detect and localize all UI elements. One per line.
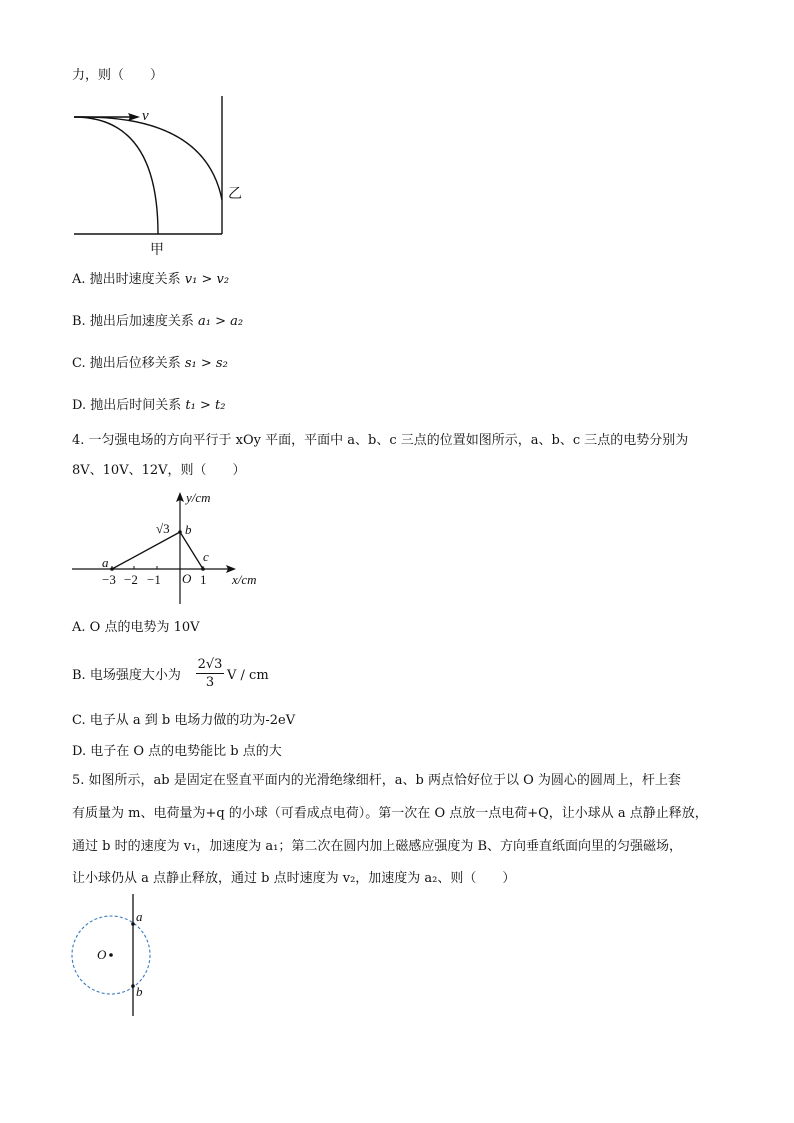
label-a: a: [102, 555, 109, 570]
label-b: b: [185, 522, 192, 537]
q5-stem-line3: 通过 b 时的速度为 v₁，加速度为 a₁；第二次在圆内加上磁感应强度为 B、方向垂直纸面向里的匀强磁场，: [72, 839, 683, 854]
tick-label-m3: −3: [102, 572, 116, 587]
segment-ab: [112, 532, 180, 569]
q3-option-d: D. 抛出后时间关系 t₁ > t₂: [72, 398, 226, 413]
q5-stem-line4: 让小球仍从 a 点静止释放，通过 b 点时速度为 v₂，加速度为 a₂、则（ ）: [72, 871, 516, 886]
q4-option-d: D. 电子在 O 点的电势能比 b 点的大: [72, 744, 282, 759]
velocity-label: v: [142, 108, 149, 124]
tick-label-m1: −1: [147, 572, 161, 587]
trajectory-jia: [74, 117, 158, 234]
q4-option-a: A. O 点的电势为 10V: [72, 620, 200, 635]
q4-stem-line2: 8V、10V、12V，则（ ）: [72, 463, 246, 478]
q4-option-b: B. 电场强度大小为: [72, 668, 181, 683]
point-b: [131, 984, 135, 988]
point-a: [131, 922, 135, 926]
fraction-denominator: 3: [205, 675, 215, 690]
label-yi: 乙: [228, 187, 242, 202]
q4-stem-line1: 4. 一匀强电场的方向平行于 xOy 平面，平面中 a、b、c 三点的位置如图所示，a、b、c 三点的电势分别为: [72, 433, 689, 448]
tick-label-1: 1: [200, 572, 207, 587]
q3-trajectory-figure: [60, 92, 260, 262]
q3-option-b: B. 抛出后加速度关系 a₁ > a₂: [72, 314, 244, 329]
label-origin: O: [182, 571, 192, 586]
label-O: O: [97, 947, 107, 962]
label-b: b: [136, 984, 143, 999]
center-O: [109, 953, 113, 957]
q4-option-c: C. 电子从 a 到 b 电场力做的功为-2eV: [72, 713, 296, 728]
label-a: a: [136, 909, 143, 924]
label-sqrt3: √3: [156, 521, 170, 536]
point-c: [201, 567, 205, 571]
segment-bc: [180, 532, 203, 569]
q4-option-b-unit: V / cm: [227, 668, 269, 683]
point-a: [110, 567, 114, 571]
x-axis-label: x/cm: [232, 572, 257, 587]
q5-circle-rod-figure: [64, 892, 164, 1022]
point-b: [178, 530, 182, 534]
tick-label-m2: −2: [124, 572, 138, 587]
trajectory-yi: [74, 117, 222, 200]
fraction-numerator: 2√3: [197, 657, 223, 672]
q3-option-a: A. 抛出时速度关系 v₁ > v₂: [72, 272, 230, 287]
y-axis-label: y/cm: [186, 490, 211, 505]
q4-coordinate-figure: [66, 488, 276, 608]
q4-option-b-fraction: [196, 656, 224, 691]
q5-stem-line1: 5. 如图所示，ab 是固定在竖直平面内的光滑绝缘细杆，a、b 两点恰好位于以 O 为圆心的圆周上，杆上套: [72, 773, 681, 788]
q5-stem-line2: 有质量为 m、电荷量为+q 的小球（可看成点电荷）。第一次在 O 点放一点电荷+Q，让小球从 a 点静止释放，: [72, 806, 708, 821]
q3-stem-tail: 力，则（ ）: [72, 68, 164, 83]
label-c: c: [203, 549, 209, 564]
q3-option-c: C. 抛出后位移关系 s₁ > s₂: [72, 356, 228, 371]
label-jia: 甲: [150, 243, 164, 258]
